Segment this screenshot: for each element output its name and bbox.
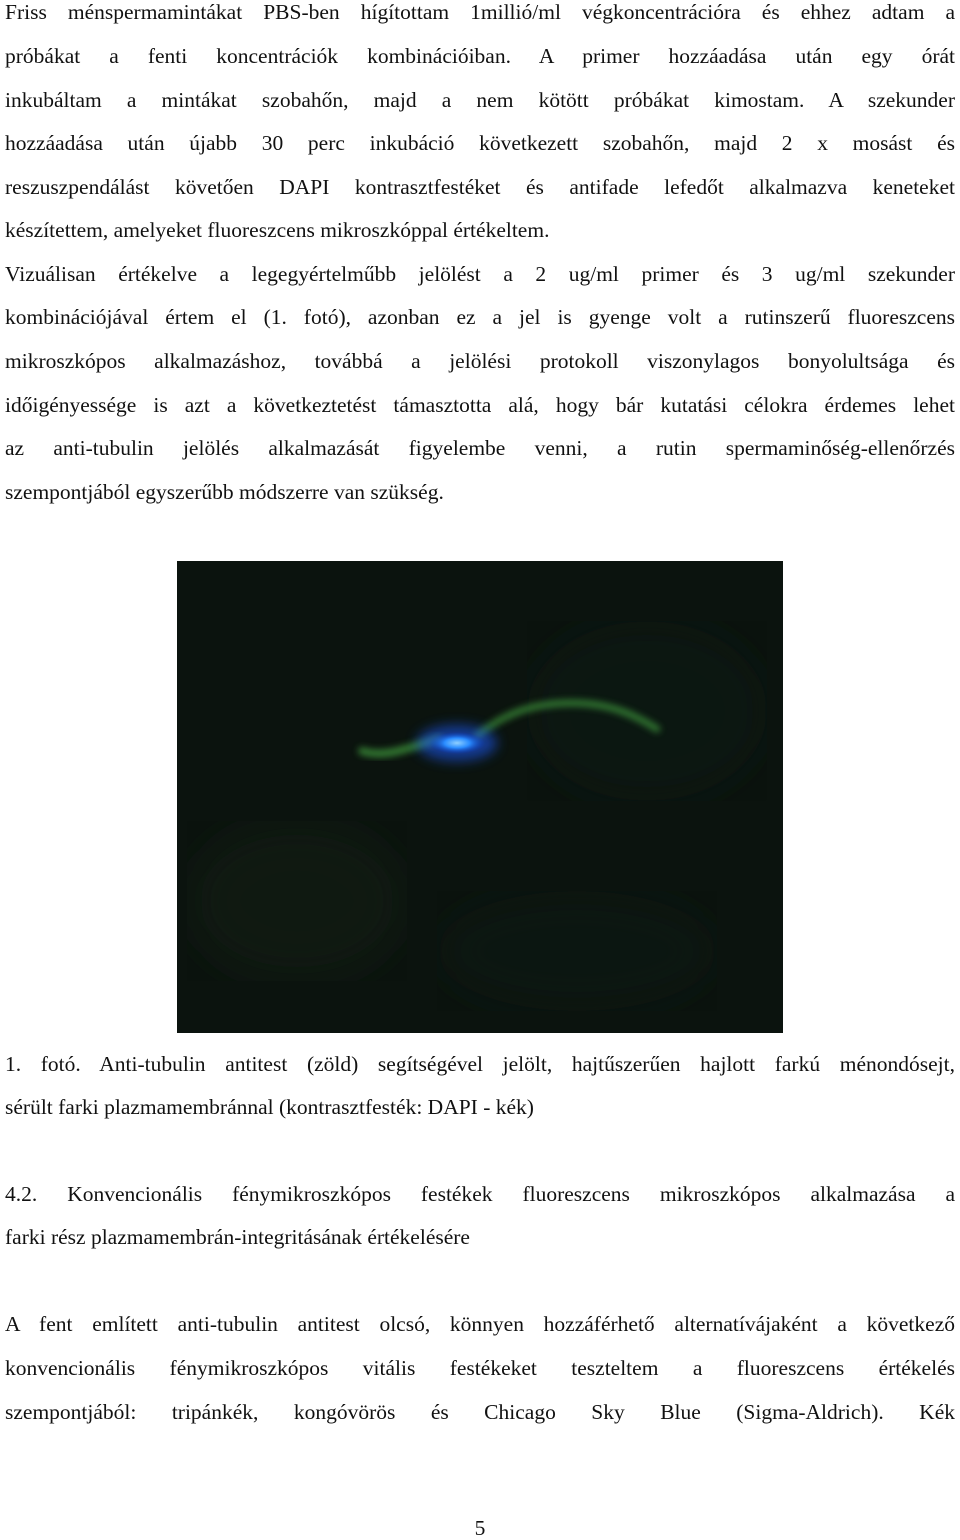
paragraph2-line-3: mikroszkópos alkalmazáshoz, továbbá a jelölési protokoll viszonylagos bonyolultsága és [5, 349, 955, 373]
micrograph-image [177, 561, 783, 1033]
paragraph2-line-4: időigényessége is azt a következtetést támasztotta alá, hogy bár kutatási célokra érdemes lehet [5, 393, 955, 417]
paragraph3-line-1: A fent említett anti-tubulin antitest olcsó, könnyen hozzáférhető alternatívájaként a következő [5, 1312, 955, 1336]
figure-caption-line-2: sérült farki plazmamembránnal (kontrasztfesték: DAPI - kék) [5, 1095, 534, 1119]
paragraph1-line-4: hozzáadása után újabb 30 perc inkubáció következett szobahőn, majd 2 x mosást és [5, 131, 955, 155]
paragraph1-line-6: készítettem, amelyeket fluoreszcens mikroszkóppal értékeltem. [5, 218, 550, 242]
page-number: 5 [474, 1516, 486, 1540]
paragraph2-line-5: az anti-tubulin jelölés alkalmazását figyelembe venni, a rutin spermaminőség-ellenőrzés [5, 436, 955, 460]
paragraph1-line-2: próbákat a fenti koncentrációk kombinációiban. A primer hozzáadása után egy órát [5, 44, 955, 68]
paragraph2-line-2: kombinációjával értem el (1. fotó), azonban ez a jel is gyenge volt a rutinszerű fluoreszcens [5, 305, 955, 329]
sperm-head [429, 732, 485, 754]
figure-caption-line-1: 1. fotó. Anti-tubulin antitest (zöld) segítségével jelölt, hajtűszerűen hajlott farkú ménondósejt, [5, 1052, 955, 1076]
paragraph1-line-3: inkubáltam a mintákat szobahőn, majd a nem kötött próbákat kimostam. A szekunder [5, 88, 955, 112]
paragraph2-line-1: Vizuálisan értékelve a legegyértelműbb jelölést a 2 ug/ml primer és 3 ug/ml szekunder [5, 262, 955, 286]
section-heading-line-2: farki rész plazmamembrán-integritásának értékelésére [5, 1225, 470, 1249]
paragraph3-line-2: konvencionális fénymikroszkópos vitális festékeket teszteltem a fluoreszcens értékelés [5, 1356, 955, 1380]
paragraph3-line-3: szempontjából: tripánkék, kongóvörös és Chicago Sky Blue (Sigma-Aldrich). Kék [5, 1400, 955, 1424]
section-heading-line-1: 4.2. Konvencionális fénymikroszkópos festékek fluoreszcens mikroszkópos alkalmazása a [5, 1182, 955, 1206]
paragraph2-line-6: szempontjából egyszerűbb módszerre van szükség. [5, 480, 444, 504]
micrograph-figure [177, 561, 783, 1033]
paragraph1-line-1: Friss ménspermamintákat PBS-ben hígítottam 1millió/ml végkoncentrációra és ehhez adtam a [5, 0, 955, 24]
paragraph1-line-5: reszuszpendálást követően DAPI kontrasztfestéket és antifade lefedőt alkalmazva keneteket [5, 175, 955, 199]
